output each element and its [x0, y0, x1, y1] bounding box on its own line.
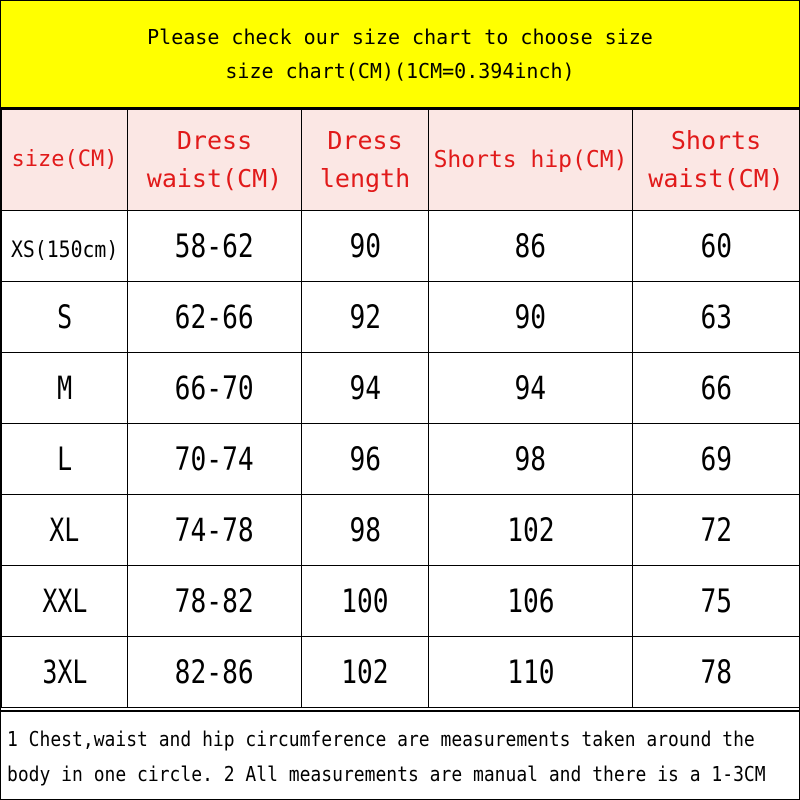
shorts-hip-value: 90	[514, 298, 547, 336]
header-dress-waist-line2: waist(CM)	[146, 164, 283, 193]
header-dress-waist-line1: Dress	[176, 126, 253, 155]
header-dress-waist	[128, 110, 302, 211]
header-dress-length	[302, 110, 429, 211]
shorts-hip-cell	[429, 282, 633, 353]
size-value: L	[56, 440, 73, 478]
table-row	[2, 424, 800, 495]
dress-length-value: 96	[349, 440, 381, 478]
header-shorts-waist-line2: waist(CM)	[648, 164, 784, 193]
dress-waist-cell	[128, 282, 302, 353]
shorts-hip-cell	[429, 424, 633, 495]
banner-title: Please check our size chart to choose size	[147, 25, 653, 49]
dress-length-value: 92	[349, 298, 381, 336]
header-dress-length-line2: length	[319, 164, 411, 193]
dress-length-value: 100	[341, 582, 389, 620]
shorts-hip-cell	[429, 637, 633, 708]
table-row	[2, 282, 800, 353]
dress-length-value: 98	[349, 511, 381, 549]
dress-length-cell	[302, 353, 429, 424]
shorts-waist-value: 63	[700, 298, 732, 336]
header-shorts-waist	[633, 110, 800, 211]
header-shorts-waist-line1: Shorts	[670, 126, 762, 155]
shorts-hip-value: 106	[506, 582, 555, 620]
size-value: XL	[49, 511, 80, 549]
shorts-waist-value: 72	[700, 511, 732, 549]
size-value: S	[56, 298, 73, 336]
dress-length-cell	[302, 495, 429, 566]
table-row	[2, 637, 800, 708]
notes-line-1: 1 Chest,waist and hip circumference are measurements taken around the	[7, 727, 755, 751]
size-cell	[2, 566, 128, 637]
dress-length-cell	[302, 424, 429, 495]
table-row	[2, 211, 800, 282]
size-value: 3XL	[41, 653, 88, 691]
measurement-notes	[1, 710, 799, 799]
shorts-waist-cell	[633, 495, 800, 566]
dress-length-value: 102	[341, 653, 389, 691]
shorts-waist-value: 66	[700, 369, 732, 407]
dress-length-value: 90	[349, 227, 381, 265]
dress-waist-value: 62-66	[174, 298, 254, 336]
size-cell	[2, 282, 128, 353]
header-row	[2, 110, 800, 211]
size-value: XXL	[41, 582, 88, 620]
shorts-waist-value: 75	[700, 582, 732, 620]
header-size-label: size(CM)	[11, 147, 118, 172]
dress-waist-cell	[128, 637, 302, 708]
banner-subtitle: size chart(CM)(1CM=0.394inch)	[225, 59, 575, 83]
size-table	[1, 109, 800, 708]
shorts-waist-value: 78	[700, 653, 732, 691]
dress-waist-value: 70-74	[174, 440, 254, 478]
header-dress-length-line1: Dress	[327, 126, 403, 155]
shorts-hip-value: 102	[506, 511, 555, 549]
size-cell	[2, 424, 128, 495]
shorts-waist-cell	[633, 211, 800, 282]
dress-waist-cell	[128, 211, 302, 282]
shorts-hip-cell	[429, 495, 633, 566]
size-value: M	[56, 369, 73, 407]
size-cell	[2, 211, 128, 282]
shorts-waist-cell	[633, 282, 800, 353]
dress-waist-value: 78-82	[174, 582, 254, 620]
dress-waist-value: 66-70	[174, 369, 254, 407]
dress-length-cell	[302, 566, 429, 637]
shorts-waist-value: 69	[700, 440, 732, 478]
banner	[1, 1, 799, 109]
table-row	[2, 495, 800, 566]
shorts-hip-value: 98	[514, 440, 547, 478]
dress-length-cell	[302, 637, 429, 708]
dress-waist-cell	[128, 566, 302, 637]
shorts-waist-cell	[633, 637, 800, 708]
notes-line-2: body in one circle. 2 All measurements are manual and there is a 1-3CM	[7, 762, 766, 786]
header-size	[2, 110, 128, 211]
dress-waist-cell	[128, 424, 302, 495]
dress-length-cell	[302, 282, 429, 353]
shorts-hip-cell	[429, 211, 633, 282]
dress-waist-value: 58-62	[174, 227, 254, 265]
dress-waist-cell	[128, 353, 302, 424]
shorts-hip-value: 86	[514, 227, 547, 265]
size-cell	[2, 495, 128, 566]
table-row	[2, 566, 800, 637]
size-value: XS(150cm)	[10, 238, 119, 263]
size-cell	[2, 637, 128, 708]
dress-waist-cell	[128, 495, 302, 566]
shorts-waist-cell	[633, 566, 800, 637]
dress-length-value: 94	[349, 369, 381, 407]
shorts-waist-value: 60	[700, 227, 732, 265]
shorts-hip-value: 94	[514, 369, 547, 407]
header-shorts-hip-label: Shorts hip(CM)	[433, 147, 628, 173]
dress-waist-value: 82-86	[174, 653, 254, 691]
dress-length-cell	[302, 211, 429, 282]
table-row	[2, 353, 800, 424]
shorts-waist-cell	[633, 353, 800, 424]
shorts-hip-cell	[429, 566, 633, 637]
header-shorts-hip	[429, 110, 633, 211]
shorts-hip-value: 110	[506, 653, 555, 691]
dress-waist-value: 74-78	[174, 511, 254, 549]
shorts-hip-cell	[429, 353, 633, 424]
size-cell	[2, 353, 128, 424]
shorts-waist-cell	[633, 424, 800, 495]
